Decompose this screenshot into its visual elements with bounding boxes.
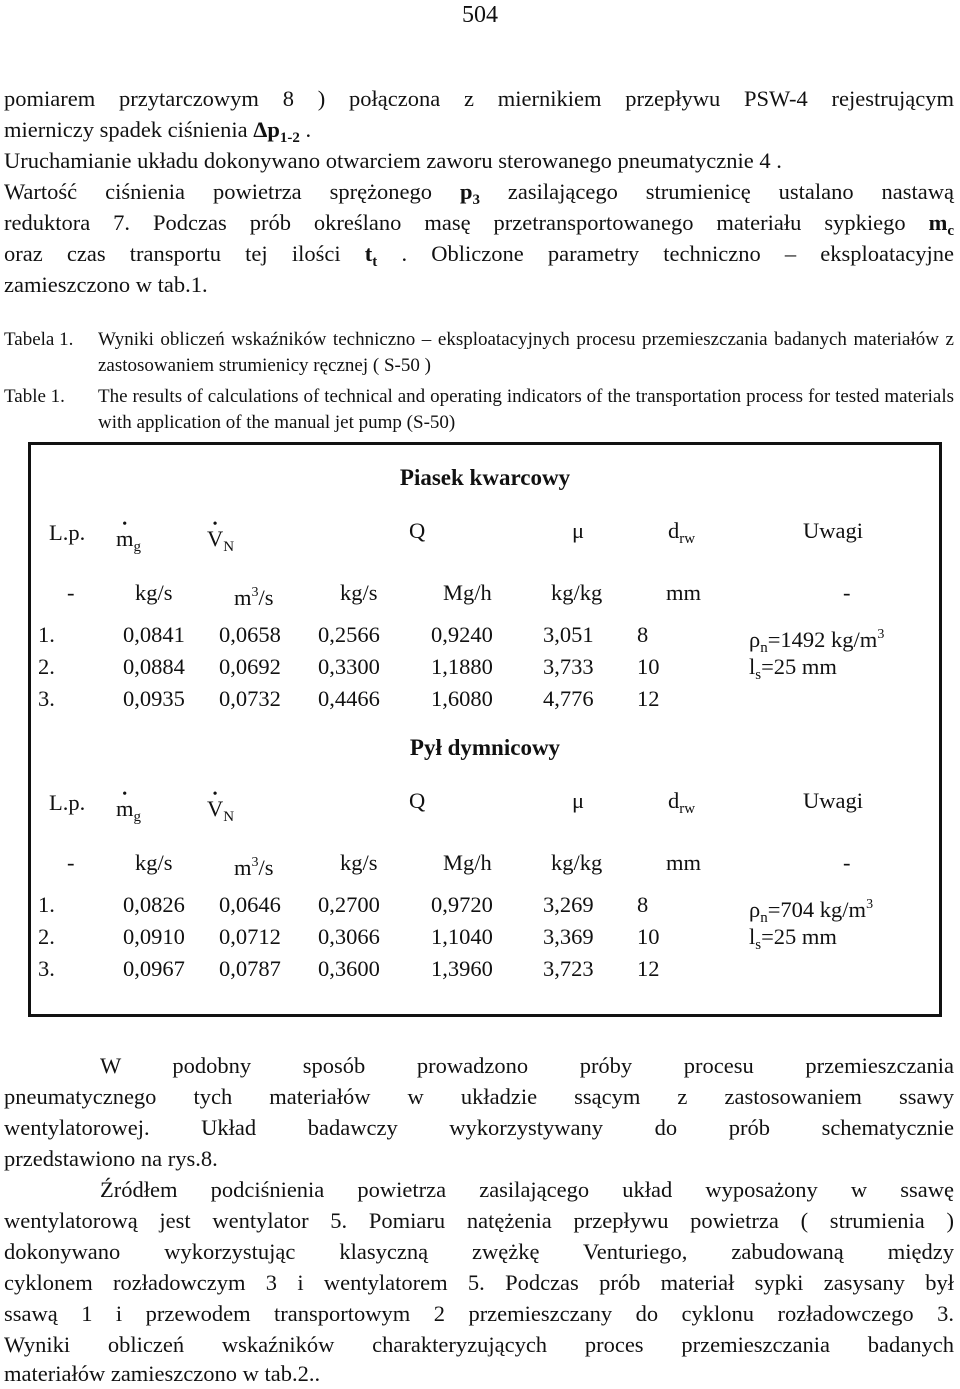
note-length: $l_s=25$ mm: [749, 924, 837, 953]
cell-mm: 8: [637, 622, 649, 647]
caption-label: Tabela 1.: [4, 329, 74, 350]
text-line: zamieszczono w tab.1.: [4, 272, 208, 297]
text-line: Wyniki obliczeń wskaźników charakteryzujących proces przemieszczania badanych: [4, 1332, 954, 1357]
cell-vn: 0,0692: [219, 654, 281, 679]
note-density: $\rho_n=704$ $kg/m^3$: [749, 897, 874, 926]
header-mu: μ: [572, 788, 585, 813]
cell-vn: 0,0732: [219, 686, 281, 711]
header-mu: μ: [572, 518, 585, 543]
unit-cell: kg/s: [340, 580, 378, 605]
text-line: ssawą 1 i przewodem transportowym 2 przemieszczany do cyklonu rozładowczego 3.: [4, 1301, 954, 1326]
header-lp: L.p.: [49, 790, 86, 815]
cell-vn: 0,0787: [219, 956, 281, 981]
row-index: 3.: [38, 956, 55, 981]
cell-mm: 8: [637, 892, 649, 917]
unit-cell: kg/kg: [551, 580, 603, 605]
header-drw: $d_{rw}$: [668, 518, 696, 547]
cell-mm: 10: [637, 924, 660, 949]
unit-cell: mm: [666, 580, 702, 605]
cell-vn: 0,0658: [219, 622, 281, 647]
cell-mm: 10: [637, 654, 660, 679]
text-line: wentylatorową jest wentylator 5. Pomiaru natężenia przepływu powietrza ( strumienia ): [4, 1208, 954, 1233]
text-line: pomiarem przytarczowym 8 ) połączona z miernikiem przepływu PSW-4 rejestrującym: [4, 86, 954, 111]
cell-q: 0,2566: [318, 622, 380, 647]
table-caption-en: [0, 384, 960, 440]
header-uwagi: Uwagi: [803, 788, 863, 813]
text-line: W podobny sposób prowadzono próby procesu przemieszczania: [100, 1053, 954, 1078]
text-line: Źródłem podciśnienia powietrza zasilającego układ wyposażony w ssawę: [100, 1177, 954, 1202]
cell-mu: 1,1880: [431, 654, 493, 679]
header-drw: $d_{rw}$: [668, 788, 696, 817]
cell-drw: 4,776: [543, 686, 594, 711]
text-line: materiałów zamieszczono w tab.2..: [4, 1361, 321, 1386]
note-density: $\rho_n=1492$ $kg/m^3$: [749, 627, 885, 656]
text-line: reduktora 7. Podczas prób określano masę przetransportowanego materiału sypkiego $m_c$: [4, 210, 954, 239]
text-line: mierniczy spadek ciśnienia $\Delta p_{1-2}$ .: [4, 117, 312, 146]
row-index: 3.: [38, 686, 55, 711]
row-index: 2.: [38, 654, 55, 679]
cell-q: 0,2700: [318, 892, 380, 917]
cell-vn: 0,0646: [219, 892, 281, 917]
cell-mu: 1,3960: [431, 956, 493, 981]
cell-drw: 3,723: [543, 956, 594, 981]
cell-drw: 3,051: [543, 622, 594, 647]
header-vn: • $V_N$: [207, 795, 234, 831]
page-number: 504: [462, 2, 498, 28]
cell-mm: 12: [637, 686, 660, 711]
cell-mm: 12: [637, 956, 660, 981]
unit-cell: -: [843, 580, 851, 605]
header-lp: L.p.: [49, 520, 86, 545]
text-line: dokonywano wykorzystując klasyczną zwężkę Venturiego, zabudowaną między: [4, 1239, 954, 1264]
header-mg: • $m_g$: [116, 795, 141, 831]
unit-cell: $m^3/s$: [234, 585, 274, 610]
unit-cell: -: [67, 580, 75, 605]
cell-drw: 3,269: [543, 892, 594, 917]
cell-mu: 0,9240: [431, 622, 493, 647]
cell-mu: 1,1040: [431, 924, 493, 949]
unit-cell: -: [67, 850, 75, 875]
cell-mg: 0,0967: [123, 956, 185, 981]
cell-drw: 3,733: [543, 654, 594, 679]
header-vn: • $V_N$: [207, 525, 234, 561]
table-caption-pl: [0, 327, 960, 383]
cell-mg: 0,0884: [123, 654, 185, 679]
text-line: Uruchamianie układu dokonywano otwarciem zaworu sterowanego pneumatycznie 4 .: [4, 148, 782, 173]
text-line: oraz czas transportu tej ilości $t_t$ . Obliczone parametry techniczno – eksploatacyjne: [4, 241, 954, 270]
cell-mu: 1,6080: [431, 686, 493, 711]
text-line: pneumatycznego tych materiałów w układzie ssącym z zastosowaniem ssawy: [4, 1084, 954, 1109]
cell-mg: 0,0910: [123, 924, 185, 949]
text-line: wentylatorowej. Układ badawczy wykorzystywany do prób schematycznie: [4, 1115, 954, 1140]
text-line: przedstawiono na rys.8.: [4, 1146, 218, 1171]
unit-cell: $m^3/s$: [234, 855, 274, 880]
cell-mg: 0,0826: [123, 892, 185, 917]
cell-q: 0,3300: [318, 654, 380, 679]
cell-q: 0,3600: [318, 956, 380, 981]
header-q: Q: [409, 788, 426, 813]
note-length: $l_s=25$ mm: [749, 654, 837, 683]
unit-cell: kg/kg: [551, 850, 603, 875]
text-line: Wartość ciśnienia powietrza sprężonego $p_3$ zasilającego strumienicę ustalano nastawą: [4, 179, 954, 208]
cell-q: 0,4466: [318, 686, 380, 711]
unit-cell: Mg/h: [443, 850, 492, 875]
unit-cell: kg/s: [135, 850, 173, 875]
row-index: 1.: [38, 622, 55, 647]
unit-cell: kg/s: [340, 850, 378, 875]
header-mg: • $m_g$: [116, 525, 141, 561]
cell-vn: 0,0712: [219, 924, 281, 949]
unit-cell: Mg/h: [443, 580, 492, 605]
caption-text: The results of calculations of technical and operating indicators of the transportation process for tested materials with application of the manual jet pump (S-50): [98, 386, 954, 433]
section-title: Piasek kwarcowy: [399, 465, 571, 490]
cell-drw: 3,369: [543, 924, 594, 949]
unit-cell: -: [843, 850, 851, 875]
cell-mu: 0,9720: [431, 892, 493, 917]
header-uwagi: Uwagi: [803, 518, 863, 543]
cell-mg: 0,0841: [123, 622, 185, 647]
row-index: 2.: [38, 924, 55, 949]
cell-mg: 0,0935: [123, 686, 185, 711]
row-index: 1.: [38, 892, 55, 917]
unit-cell: kg/s: [135, 580, 173, 605]
results-table: [28, 442, 942, 1017]
cell-q: 0,3066: [318, 924, 380, 949]
section-title: Pył dymnicowy: [409, 735, 561, 760]
caption-label: Table 1.: [4, 386, 65, 407]
caption-text: Wyniki obliczeń wskaźników techniczno – eksploatacyjnych procesu przemieszczania badanych materiałów z zastosowaniem strumienicy ręcznej ( S-50 ): [98, 329, 954, 376]
unit-cell: mm: [666, 850, 702, 875]
text-line: cyklonem rozładowczym 3 i wentylatorem 5. Podczas prób materiał sypki zasysany był: [4, 1270, 954, 1295]
header-q: Q: [409, 518, 426, 543]
